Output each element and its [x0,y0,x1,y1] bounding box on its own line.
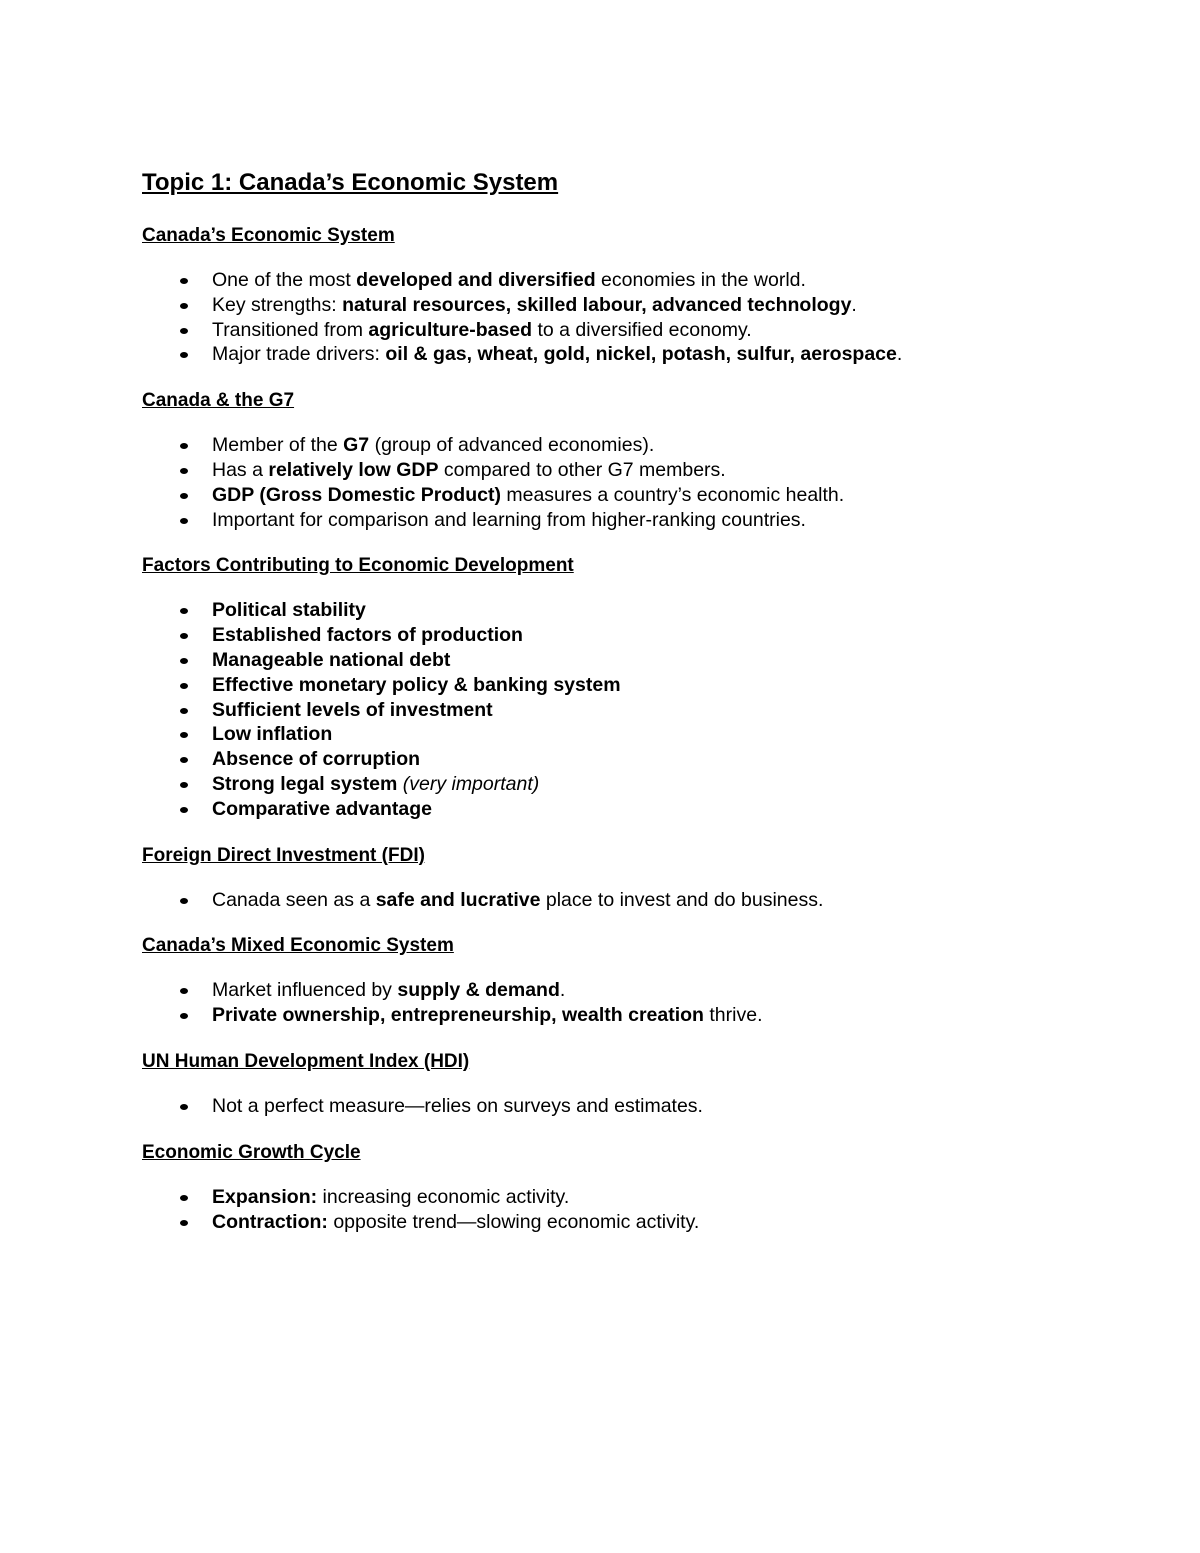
bold-text: Absence of corruption [212,748,421,771]
bullet-icon [180,352,188,358]
text-segment: measures a country’s economic health. [500,483,845,506]
bullet-icon [180,757,188,763]
list-item [142,293,1102,318]
list-item [142,598,1102,623]
list-item [142,673,1102,698]
bold-text: developed and diversified [356,269,596,291]
bullet-icon [180,1104,188,1110]
list-item [142,433,1102,458]
bold-text: safe and lucrative [375,888,541,911]
list-item [142,1003,1102,1028]
document-page [142,166,1102,1256]
bullet-list [142,598,1102,821]
list-item [142,698,1102,723]
section-heading: Economic Growth Cycle [142,1141,361,1163]
bullet-icon [180,1013,188,1019]
bullet-icon [180,468,188,474]
bold-text: agriculture-based [368,318,533,341]
bullet-icon [180,988,188,994]
section-heading: Factors Contributing to Economic Development [142,555,574,577]
text-segment: Major trade drivers: [212,343,386,366]
section [142,389,1102,532]
bullet-list [142,888,1102,913]
bold-text: GDP (Gross Domestic Product) [212,483,501,506]
list-item [142,722,1102,747]
bold-text: Manageable national debt [212,648,451,671]
bullet-icon [180,1195,188,1201]
bullet-icon [180,443,188,449]
bullet-icon [180,782,188,788]
list-item [142,747,1102,772]
section-heading: Canada & the G7 [142,390,295,412]
text-segment: Canada seen as a [212,888,376,911]
list-item [142,888,1102,913]
text-segment: to a diversified economy. [532,318,752,341]
bullet-icon [180,807,188,813]
text-segment: increasing economic activity. [317,1185,570,1208]
list-item [142,342,1102,367]
italic-text: (very important) [402,772,540,795]
text-segment: (group of advanced economies). [369,434,655,457]
bold-text: Established factors of production [212,624,523,647]
document-title: Topic 1: Canada’s Economic System [142,169,559,196]
bold-text: Comparative advantage [212,797,432,820]
bold-text: oil & gas, wheat, gold, nickel, potash, sulfur, aerospace [385,343,897,366]
text-segment: Member of the [212,434,344,457]
text-segment: Not a perfect measure—relies on surveys and estimates. [212,1094,703,1117]
bold-text: Effective monetary policy & banking system [212,673,621,696]
bullet-list [142,978,1102,1028]
text-segment: thrive. [703,1004,763,1027]
bullet-list [142,1094,1102,1119]
document-body [142,224,1102,1234]
text-segment: Key strengths: [212,293,343,316]
text-segment: Has a [212,458,269,481]
bold-text: Contraction: [212,1210,328,1233]
section-heading: Canada’s Mixed Economic System [142,935,454,957]
bullet-icon [180,328,188,334]
list-item [142,508,1102,533]
bold-text: natural resources, skilled labour, advanced technology [342,293,852,316]
bold-text: Strong legal system [212,772,398,795]
list-item [142,318,1102,343]
text-segment: . [851,293,857,316]
list-item [142,797,1102,822]
bold-text: Private ownership, entrepreneurship, wealth creation [212,1004,704,1027]
list-item [142,1185,1102,1210]
bullet-icon [180,898,188,904]
section [142,224,1102,367]
bullet-icon [180,658,188,664]
list-item [142,772,1102,797]
bold-text: relatively low GDP [268,458,439,481]
bullet-icon [180,1220,188,1226]
bold-text: supply & demand [397,979,560,1002]
bullet-icon [180,633,188,639]
text-segment: opposite trend—slowing economic activity. [327,1210,700,1233]
text-segment: place to invest and do business. [540,888,824,911]
section-heading: UN Human Development Index (HDI) [142,1050,470,1072]
bullet-icon [180,732,188,738]
text-segment: One of the most [212,269,357,291]
bold-text: Political stability [212,599,366,622]
text-segment: Transitioned from [212,318,369,341]
bold-text: Sufficient levels of investment [212,698,493,721]
bullet-icon [180,278,188,284]
list-item [142,458,1102,483]
section [142,934,1102,1028]
section [142,1050,1102,1119]
section-heading: Canada’s Economic System [142,225,395,246]
bullet-icon [180,518,188,524]
list-item [142,1094,1102,1119]
text-segment: economies in the world. [595,269,806,291]
list-item [142,623,1102,648]
section [142,1141,1102,1235]
bullet-list [142,433,1102,532]
bold-text: Low inflation [212,723,333,746]
section [142,554,1102,821]
bullet-icon [180,608,188,614]
list-item [142,648,1102,673]
bold-text: Expansion: [212,1185,318,1208]
text-segment: . [559,979,566,1002]
list-item [142,268,1102,293]
bullet-list [142,268,1102,367]
bullet-icon [180,683,188,689]
text-segment: . [896,343,903,366]
section-heading: Foreign Direct Investment (FDI) [142,844,425,866]
section [142,844,1102,913]
bullet-list [142,1185,1102,1235]
list-item [142,483,1102,508]
bullet-icon [180,303,188,309]
list-item [142,978,1102,1003]
text-segment: Important for comparison and learning from higher-ranking countries. [212,508,806,531]
bullet-icon [180,493,188,499]
text-segment: compared to other G7 members. [438,458,726,481]
list-item [142,1210,1102,1235]
bold-text: G7 [343,434,370,457]
text-segment: Market influenced by [212,979,398,1002]
bullet-icon [180,708,188,714]
